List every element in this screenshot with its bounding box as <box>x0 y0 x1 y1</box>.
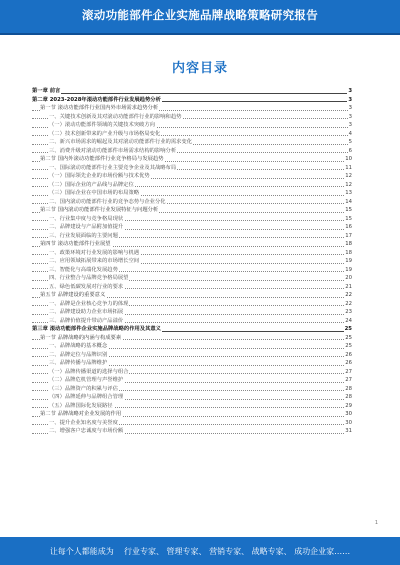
toc-subsection[interactable] <box>32 393 352 402</box>
toc-subsection[interactable] <box>32 249 352 258</box>
toc-entry-text: 二、品牌建设与产品附加值提升 <box>49 224 124 230</box>
toc-subsection[interactable] <box>32 359 352 368</box>
toc-entry-text: 一、行业集中度与竞争格局现状 <box>49 215 124 222</box>
toc-entry-text: （一）滚动功能部件领域的关键技术突破方向 <box>49 122 155 128</box>
toc-entry-page: 22 <box>345 292 352 298</box>
toc-entry-text: 四、行业整合与品牌竞争格局展望 <box>49 275 129 281</box>
toc-entry-page: 30 <box>345 411 352 417</box>
toc-entry-page: 26 <box>345 351 352 358</box>
toc-entry-page: 26 <box>345 360 352 366</box>
toc-subsection[interactable] <box>32 300 352 309</box>
footer-slogan: 让每个人都能成为 行业专家、 管理专家、 营销专家、 战略专家、 成功企业家…… <box>49 547 351 556</box>
footer-item: 管理专家 <box>166 547 199 556</box>
toc-subsection[interactable] <box>32 232 352 241</box>
toc-entry-text: 一、品牌战略的基本概念 <box>49 343 108 349</box>
toc-entry-page: 27 <box>345 377 352 383</box>
toc-entry-text: 一、国际滚动功能部件行业主要竞争企业及其战略布局 <box>49 164 177 171</box>
toc-entry-page: 18 <box>345 241 352 247</box>
toc-subsection[interactable] <box>32 130 352 139</box>
toc-entry-page: 28 <box>345 394 352 400</box>
toc-subsection[interactable] <box>32 376 352 385</box>
toc-entry-text: 一、政策环境对行业发展的影响与机遇 <box>49 249 140 256</box>
toc-entry-page: 3 <box>348 105 352 111</box>
toc-entry-text: （三）国际企业在中国市场的布局策略 <box>49 190 140 196</box>
toc-entry-text: 第二章 2023-2028年滚动功能部件行业发展趋势分析 <box>32 96 161 103</box>
toc-subsection[interactable] <box>32 147 352 156</box>
toc-entry-text: （一）国际领先企业的市场份额与技术优势 <box>49 173 150 179</box>
toc-section[interactable] <box>32 291 352 300</box>
toc-entry-page: 19 <box>345 266 352 273</box>
toc-subsection[interactable] <box>32 317 352 326</box>
toc-section[interactable] <box>32 410 352 419</box>
toc-entry-text: 二、国内滚动功能部件行业的竞争态势与企业分化 <box>49 198 166 205</box>
toc-entry-page: 30 <box>345 419 352 426</box>
toc-entry-page: 12 <box>345 181 352 188</box>
toc-entry-text: 第二节 品牌战略对企业发展的作用 <box>40 411 122 417</box>
toc-entry-text: 五、绿色低碳发展对行业的要求 <box>49 283 124 290</box>
toc-entry-text: 二、品牌建设助力企业市场拓展 <box>49 309 124 315</box>
toc-entry-text: 第一节 品牌战略的内涵与构成要素 <box>40 334 122 341</box>
report-header-band <box>0 0 400 35</box>
toc-entry-page: 22 <box>345 300 352 307</box>
toc-subsection[interactable] <box>32 198 352 207</box>
toc-subsection[interactable] <box>32 274 352 283</box>
footer-band <box>0 537 400 565</box>
toc-entry-page: 15 <box>345 207 352 213</box>
toc-entry-text: 三、行业发展面临的主要问题 <box>49 232 118 239</box>
report-title: 滚动功能部件企业实施品牌战略策略研究报告 <box>82 8 318 22</box>
toc-chapter[interactable] <box>32 325 352 334</box>
table-of-contents <box>32 87 352 436</box>
toc-entry-page: 31 <box>345 428 352 434</box>
toc-subsection[interactable] <box>32 164 352 173</box>
toc-entry-page: 3 <box>348 122 352 128</box>
toc-subsection[interactable] <box>32 351 352 360</box>
toc-subsection[interactable] <box>32 266 352 275</box>
toc-subsection[interactable] <box>32 215 352 224</box>
toc-section[interactable] <box>32 334 352 343</box>
toc-entry-page: 23 <box>345 309 352 315</box>
footer-lead: 让每个人都能成为 <box>49 547 114 556</box>
toc-subsection[interactable] <box>32 121 352 130</box>
toc-entry-page: 6 <box>348 147 352 154</box>
toc-subsection[interactable] <box>32 368 352 377</box>
toc-entry-page: 25 <box>345 343 352 349</box>
toc-subsection[interactable] <box>32 138 352 147</box>
toc-entry-text: （二）品牌危机管理与声誉维护 <box>49 377 124 383</box>
toc-section[interactable] <box>32 155 352 164</box>
toc-entry-text: 三、智能化与高端化发展趋势 <box>49 266 118 273</box>
toc-subsection[interactable] <box>32 172 352 181</box>
toc-entry-page: 16 <box>345 224 352 230</box>
toc-chapter[interactable] <box>32 96 352 105</box>
toc-entry-text: （二）国际企业的产品线与品牌定位 <box>49 181 134 188</box>
toc-entry-text: （四）品牌延伸与品牌组合管理 <box>49 394 124 400</box>
toc-entry-text: （五）品牌国际化发展路径 <box>49 402 113 409</box>
toc-entry-page: 3 <box>348 113 352 120</box>
toc-entry-page: 21 <box>345 283 352 290</box>
toc-entry-text: 第四节 滚动功能部件行业展望 <box>40 241 111 247</box>
toc-entry-page: 25 <box>344 326 352 332</box>
toc-entry-text: 二、应用领域拓展带来的市场增长空间 <box>49 258 140 264</box>
toc-heading: 内容目录 <box>171 61 228 76</box>
toc-section[interactable] <box>32 104 352 113</box>
toc-subsection[interactable] <box>32 189 352 198</box>
toc-subsection[interactable] <box>32 385 352 394</box>
toc-entry-page: 17 <box>345 232 352 239</box>
toc-entry-page: 10 <box>345 156 352 162</box>
toc-entry-page: 4 <box>348 130 352 137</box>
toc-entry-text: 第二节 国内外滚动功能部件行业竞争格局与发展趋势 <box>40 156 164 162</box>
footer-item: 营销专家 <box>209 547 242 556</box>
toc-entry-text: 一、提升企业知名度与美誉度 <box>49 419 118 426</box>
toc-entry-page: 13 <box>345 190 352 196</box>
toc-entry-page: 15 <box>345 215 352 222</box>
toc-entry-text: 三、消费升级对滚动功能部件市场需求结构的影响分析 <box>49 147 177 154</box>
toc-section[interactable] <box>32 240 352 249</box>
toc-entry-page: 11 <box>345 164 352 171</box>
toc-entry-page: 24 <box>345 317 352 324</box>
toc-entry-page: 20 <box>345 275 352 281</box>
footer-item: 行业专家 <box>124 547 156 556</box>
toc-subsection[interactable] <box>32 308 352 317</box>
toc-entry-text: （一）品牌传播渠道的选择与组合 <box>49 368 129 375</box>
toc-entry-text: 第三节 国内滚动功能部件行业发展特征与问题分析 <box>40 207 159 213</box>
toc-entry-page: 5 <box>348 139 352 145</box>
toc-entry-page: 27 <box>345 368 352 375</box>
toc-subsection[interactable] <box>32 342 352 351</box>
toc-entry-page: 12 <box>345 173 352 179</box>
toc-entry-page: 19 <box>345 258 352 264</box>
toc-entry-page: 25 <box>345 334 352 341</box>
toc-entry-text: 第一章 前言 <box>32 88 61 94</box>
toc-subsection[interactable] <box>32 419 352 428</box>
toc-entry-text: （三）品牌资产的积累与评估 <box>49 385 118 392</box>
footer-item: 战略专家 <box>251 547 284 556</box>
toc-entry-text: （二）技术创新带来的产业升级与市场格局变化 <box>49 130 161 137</box>
toc-entry-text: 二、增强客户忠诚度与市场份额 <box>49 428 124 434</box>
toc-subsection[interactable] <box>32 283 352 292</box>
toc-subsection[interactable] <box>32 181 352 190</box>
toc-entry-page: 14 <box>345 198 352 205</box>
toc-entry-text: 第一节 滚动功能部件行业国内外市场需求趋势分析 <box>40 105 159 111</box>
page-number: 1 <box>374 520 378 526</box>
toc-chapter[interactable] <box>32 87 352 96</box>
toc-entry-text: 三、品牌价值提升带动产品溢价 <box>49 317 124 324</box>
toc-subsection[interactable] <box>32 223 352 232</box>
toc-entry-page: 3 <box>348 88 352 94</box>
toc-subsection[interactable] <box>32 257 352 266</box>
toc-entry-text: 一、品牌是企业核心竞争力的体现 <box>49 300 129 307</box>
toc-entry-text: 一、关键技术创新及其对滚动功能部件行业的影响和趋势 <box>49 113 182 120</box>
toc-subsection[interactable] <box>32 402 352 411</box>
toc-entry-text: 二、新兴市场需求的崛起及其对滚动功能部件行业的需求变化 <box>49 139 193 145</box>
toc-entry-text: 第五节 品牌建设的重要意义 <box>40 292 106 298</box>
toc-subsection[interactable] <box>32 113 352 122</box>
toc-section[interactable] <box>32 206 352 215</box>
toc-entry-text: 二、品牌定位与品牌识别 <box>49 351 108 358</box>
toc-entry-text: 三、品牌传播与品牌维护 <box>49 360 108 366</box>
toc-entry-page: 3 <box>348 96 352 103</box>
toc-entry-text: 第三章 滚动功能部件企业实施品牌战略的作用及其意义 <box>32 326 161 332</box>
toc-subsection[interactable] <box>32 427 352 436</box>
toc-entry-page: 29 <box>345 402 352 409</box>
footer-item: 成功企业家…… <box>294 547 351 556</box>
toc-entry-page: 18 <box>345 249 352 256</box>
toc-entry-page: 28 <box>345 385 352 392</box>
